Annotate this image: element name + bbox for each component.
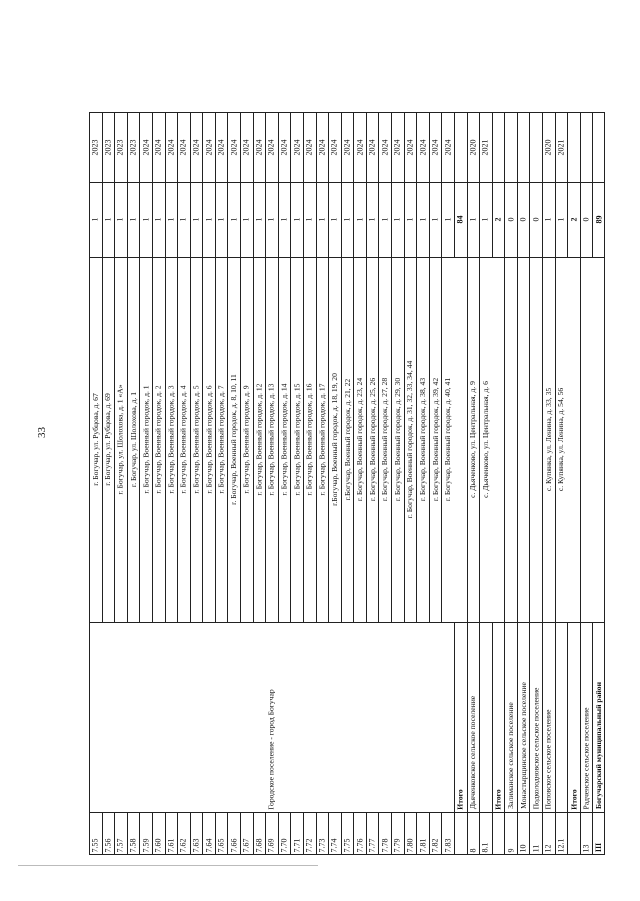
row-separator <box>529 182 530 257</box>
cell-count: 1 <box>266 217 276 222</box>
row-separator <box>504 257 505 622</box>
cell-count: 1 <box>153 217 163 222</box>
cell-num: 7.65 <box>216 838 226 852</box>
cell-count: 0 <box>518 217 528 222</box>
table-border-right <box>604 112 605 855</box>
cell-count: 1 <box>443 217 453 222</box>
row-separator <box>202 812 203 855</box>
cell-num: 7.58 <box>128 838 138 852</box>
row-separator <box>529 257 530 622</box>
row-separator <box>253 182 254 257</box>
cell-num: 7.76 <box>355 838 365 852</box>
cell-count: 1 <box>254 217 264 222</box>
scan-edge-line <box>18 865 318 866</box>
cell-address: г. Богучар, Военный городок, д. 14 <box>279 383 289 496</box>
row-separator <box>504 812 505 855</box>
cell-address: г.Богучар, Военный городок, д. 21, 22 <box>342 378 352 501</box>
cell-year: 2024 <box>254 139 264 155</box>
row-separator <box>416 182 417 257</box>
cell-year: 2023 <box>103 139 113 155</box>
cell-num: 9 <box>506 848 516 852</box>
row-separator <box>290 812 291 855</box>
cell-num: 7.73 <box>317 838 327 852</box>
cell-count: 89 <box>594 215 604 224</box>
cell-address: г. Богучар, ул. Рубцова, д. 67 <box>90 393 100 486</box>
cell-count: 1 <box>392 217 402 222</box>
row-separator <box>454 812 455 855</box>
cell-num: 13 <box>581 844 591 852</box>
row-separator <box>492 812 493 855</box>
cell-num: 7.81 <box>418 838 427 852</box>
cell-settlement: Итого <box>493 788 503 810</box>
row-separator <box>316 257 317 622</box>
cell-address: г. Богучар, Военный городок, д. 39, 42 <box>430 377 440 502</box>
row-separator <box>517 257 518 622</box>
row-separator <box>353 182 354 257</box>
row-separator <box>253 257 254 622</box>
cell-num: 7.70 <box>279 838 289 852</box>
row-separator <box>102 812 103 855</box>
cell-count: 84 <box>455 215 465 224</box>
cell-count: 1 <box>103 217 113 222</box>
cell-settlement: Радченское сельское поселение <box>581 706 591 810</box>
row-separator <box>290 257 291 622</box>
cell-count: 1 <box>418 217 427 222</box>
cell-address: с. Дьяченково, ул. Центральная, д. 9 <box>468 381 478 498</box>
cell-count: 1 <box>304 217 314 222</box>
cell-settlement: Монастырщинское сельское поселение <box>518 682 528 809</box>
row-separator <box>555 622 556 812</box>
row-separator <box>467 812 468 855</box>
row-separator <box>517 112 518 182</box>
cell-address: с. Купянка, ул. Ленина, д. 33, 35 <box>544 387 554 492</box>
row-separator <box>366 257 367 622</box>
cell-year: 2024 <box>342 139 352 155</box>
row-separator <box>567 622 568 812</box>
row-separator <box>567 112 568 182</box>
cell-count: 0 <box>581 217 591 222</box>
cell-count: 1 <box>317 217 327 222</box>
cell-num: III <box>594 842 604 853</box>
cell-address: г. Богучар, ул. Рубцова, д. 69 <box>103 393 113 486</box>
row-separator <box>253 112 254 182</box>
cell-year: 2024 <box>229 139 239 155</box>
cell-address: г. Богучар, Военный городок, д. 17 <box>317 383 327 496</box>
cell-address: с. Дьяченково, ул. Центральная, д. 6 <box>480 381 490 498</box>
cell-num: 7.63 <box>191 838 201 852</box>
cell-count: 1 <box>292 217 302 222</box>
housing-table <box>89 112 605 855</box>
cell-year: 2024 <box>204 139 214 155</box>
cell-num: 7.78 <box>380 838 390 852</box>
row-separator <box>580 257 581 622</box>
row-separator <box>341 257 342 622</box>
cell-settlement: Итого <box>455 788 465 810</box>
row-separator <box>227 182 228 257</box>
cell-settlement: Городское поселение - город Богучар <box>267 688 277 810</box>
cell-year: 2024 <box>191 139 201 155</box>
cell-num: 7.79 <box>392 838 402 852</box>
cell-count: 1 <box>329 217 339 222</box>
row-separator <box>441 182 442 257</box>
cell-num: 7.64 <box>204 838 214 852</box>
row-separator <box>353 112 354 182</box>
cell-settlement: Поповское сельское поселение <box>543 709 553 809</box>
row-separator <box>102 182 103 257</box>
cell-year: 2024 <box>166 139 176 155</box>
cell-year: 2024 <box>380 139 390 155</box>
cell-num: 7.82 <box>430 838 440 852</box>
row-separator <box>504 112 505 182</box>
cell-year: 2024 <box>392 139 402 155</box>
cell-address: г. Богучар, Военный городок, д. 16 <box>304 383 314 496</box>
cell-year: 2024 <box>266 139 276 155</box>
row-separator <box>592 112 593 182</box>
cell-address: г. Богучар, Военный городок, д. 5 <box>191 385 201 494</box>
cell-address: г. Богучар, Военный городок, д. 31, 32, 33, 34, 44 <box>405 360 415 519</box>
row-separator <box>567 182 568 257</box>
row-separator <box>454 112 455 182</box>
cell-num: 7.80 <box>405 838 415 852</box>
cell-count: 1 <box>367 217 377 222</box>
page-number: 33 <box>36 427 48 438</box>
row-separator <box>467 182 468 257</box>
row-separator <box>202 257 203 622</box>
cell-num: 7.55 <box>90 838 100 852</box>
cell-count: 1 <box>141 217 151 222</box>
row-separator <box>227 812 228 855</box>
cell-year: 2024 <box>292 139 302 155</box>
table-border-top <box>89 112 605 113</box>
row-separator <box>316 182 317 257</box>
cell-count: 1 <box>191 217 201 222</box>
cell-count: 1 <box>468 217 478 222</box>
row-separator <box>555 182 556 257</box>
cell-address: г. Богучар, Военный городок, д. 12 <box>254 383 264 496</box>
row-separator <box>353 257 354 622</box>
cell-count: 1 <box>342 217 352 222</box>
cell-num: 7.57 <box>115 838 125 852</box>
cell-num: 7.68 <box>254 838 264 852</box>
cell-count: 1 <box>355 217 365 222</box>
row-separator <box>378 182 379 257</box>
cell-address: г. Богучар, Военный городок, д. 25, 26 <box>367 377 377 502</box>
row-separator <box>165 182 166 257</box>
row-separator <box>542 257 543 622</box>
cell-count: 0 <box>531 217 541 222</box>
cell-year: 2024 <box>279 139 289 155</box>
cell-num: 7.77 <box>367 838 377 852</box>
table-border-bottom <box>89 854 605 855</box>
row-separator <box>592 182 593 257</box>
cell-num: 11 <box>531 844 541 852</box>
row-separator <box>165 112 166 182</box>
row-separator <box>429 257 430 622</box>
row-separator <box>139 112 140 182</box>
row-separator <box>165 812 166 855</box>
cell-address: г. Богучар, Военный городок, д. 8, 10, 11 <box>229 374 239 505</box>
cell-count: 1 <box>279 217 289 222</box>
cell-num: 12 <box>543 844 553 852</box>
cell-address: г. Богучар, ул. Шолохова, д. 1 <box>128 391 138 488</box>
row-separator <box>529 622 530 812</box>
row-separator <box>479 622 480 812</box>
row-separator <box>580 112 581 182</box>
cell-year: 2024 <box>443 139 453 155</box>
cell-year: 2023 <box>90 139 100 155</box>
cell-settlement: Дьяченковское сельское поселение <box>468 695 478 810</box>
cell-year: 2024 <box>317 139 327 155</box>
row-separator <box>454 622 455 812</box>
cell-year: 2021 <box>556 139 566 155</box>
cell-num: 7.56 <box>103 838 113 852</box>
cell-year: 2021 <box>480 139 490 155</box>
cell-count: 1 <box>430 217 440 222</box>
cell-year: 2024 <box>405 139 415 155</box>
row-separator <box>378 112 379 182</box>
row-separator <box>504 182 505 257</box>
cell-year: 2024 <box>153 139 163 155</box>
cell-address: г. Богучар, Военный городок, д. 13 <box>266 383 276 496</box>
cell-num: 10 <box>518 844 528 852</box>
row-separator <box>529 112 530 182</box>
cell-address: г. Богучар, Военный городок, д. 7 <box>216 385 226 494</box>
cell-address: г. Богучар, Военный городок, д. 23, 24 <box>355 377 365 502</box>
cell-settlement: Итого <box>569 788 579 810</box>
cell-count: 1 <box>556 217 566 222</box>
column-separator <box>89 812 605 813</box>
row-separator <box>316 112 317 182</box>
cell-num: 7.66 <box>229 838 239 852</box>
row-separator <box>517 622 518 812</box>
cell-count: 1 <box>128 217 138 222</box>
row-separator <box>555 812 556 855</box>
row-separator <box>139 182 140 257</box>
cell-count: 1 <box>178 217 188 222</box>
cell-address: г. Богучар, Военный городок, д. 38, 43 <box>418 377 428 502</box>
cell-year: 2024 <box>355 139 365 155</box>
cell-year: 2024 <box>367 139 377 155</box>
row-separator <box>567 812 568 855</box>
cell-year: 2023 <box>115 139 125 155</box>
cell-count: 2 <box>493 217 503 222</box>
row-separator <box>555 112 556 182</box>
row-separator <box>391 257 392 622</box>
cell-address: г. Богучар, Военный городок, д. 15 <box>292 383 302 496</box>
cell-num: 7.61 <box>166 838 176 852</box>
row-separator <box>441 812 442 855</box>
row-separator <box>102 112 103 182</box>
cell-num: 7.72 <box>304 838 314 852</box>
cell-address: г. Богучар, Военный городок, д. 4 <box>178 385 188 494</box>
cell-address: г. Богучар, ул. Шолохова, д. 1 «А» <box>116 384 126 495</box>
row-separator <box>416 257 417 622</box>
cell-address: с. Купянка, ул. Ленина, д. 54, 56 <box>556 387 566 492</box>
row-separator <box>316 812 317 855</box>
row-separator <box>202 182 203 257</box>
cell-count: 1 <box>241 217 251 222</box>
cell-settlement: Подколодновское сельское поселение <box>531 687 541 809</box>
row-separator <box>353 812 354 855</box>
cell-year: 2020 <box>543 139 553 155</box>
cell-year: 2024 <box>141 139 151 155</box>
cell-count: 0 <box>506 217 516 222</box>
cell-year: 2024 <box>418 139 427 155</box>
cell-num: 7.71 <box>292 838 302 852</box>
column-separator <box>89 182 605 183</box>
cell-num: 7.60 <box>153 838 163 852</box>
row-separator <box>492 112 493 182</box>
row-separator <box>404 182 405 257</box>
cell-address: г. Богучар, Военный городок, д. 9 <box>241 385 251 494</box>
cell-num: 7.59 <box>141 838 151 852</box>
cell-count: 2 <box>569 217 579 222</box>
row-separator <box>227 112 228 182</box>
cell-count: 1 <box>543 217 553 222</box>
row-separator <box>165 257 166 622</box>
cell-address: г. Богучар, Военный городок, д. 1 <box>141 385 151 494</box>
row-separator <box>492 622 493 812</box>
row-separator <box>290 182 291 257</box>
cell-year: 2024 <box>178 139 188 155</box>
cell-address: г. Богучар, Военный городок, д. 3 <box>166 385 176 494</box>
cell-year: 2024 <box>329 139 339 155</box>
row-separator <box>404 812 405 855</box>
row-separator <box>139 812 140 855</box>
cell-count: 1 <box>166 217 176 222</box>
cell-address: г.Богучар, Военный городок, д. 18, 19, 20 <box>329 373 339 506</box>
cell-num: 7.75 <box>342 838 352 852</box>
cell-year: 2024 <box>304 139 314 155</box>
cell-year: 2023 <box>128 139 138 155</box>
cell-num: 7.83 <box>443 838 453 852</box>
row-separator <box>378 812 379 855</box>
cell-count: 1 <box>216 217 226 222</box>
column-separator <box>89 257 605 258</box>
row-separator <box>202 112 203 182</box>
row-separator <box>529 812 530 855</box>
cell-address: г. Богучар, Военный городок, д. 29, 30 <box>392 377 402 502</box>
column-separator <box>89 622 605 623</box>
cell-num: 7.74 <box>329 838 339 852</box>
cell-address: г. Богучар, Военный городок, д. 27, 28 <box>380 377 390 502</box>
cell-count: 1 <box>480 217 490 222</box>
cell-count: 1 <box>115 217 125 222</box>
row-separator <box>253 812 254 855</box>
cell-count: 1 <box>229 217 239 222</box>
cell-num: 7.69 <box>266 838 276 852</box>
cell-year: 2024 <box>216 139 226 155</box>
cell-num: 8 <box>468 848 478 852</box>
row-separator <box>467 112 468 182</box>
cell-year: 2024 <box>430 139 440 155</box>
cell-settlement: Залиманское сельское поселение <box>505 702 515 809</box>
row-separator <box>290 112 291 182</box>
cell-year: 2020 <box>468 139 478 155</box>
row-separator <box>404 112 405 182</box>
cell-count: 1 <box>380 217 390 222</box>
cell-num: 8.1 <box>480 842 490 852</box>
cell-count: 1 <box>204 217 214 222</box>
cell-num: 7.62 <box>178 838 188 852</box>
cell-address: г. Богучар, Военный городок, д. 6 <box>204 385 214 494</box>
cell-year: 2024 <box>241 139 251 155</box>
row-separator <box>127 257 128 622</box>
row-separator <box>441 112 442 182</box>
row-separator <box>416 812 417 855</box>
row-separator <box>190 257 191 622</box>
cell-count: 1 <box>90 217 100 222</box>
cell-num: 12.1 <box>556 838 566 852</box>
cell-address: г. Богучар, Военный городок, д. 40, 41 <box>443 377 453 502</box>
row-separator <box>139 257 140 622</box>
cell-count: 1 <box>405 217 415 222</box>
cell-settlement: Богучарский муниципальный район <box>594 682 604 809</box>
row-separator <box>416 112 417 182</box>
cell-num: 7.67 <box>241 838 251 852</box>
cell-address: г. Богучар, Военный городок, д. 2 <box>153 385 163 494</box>
